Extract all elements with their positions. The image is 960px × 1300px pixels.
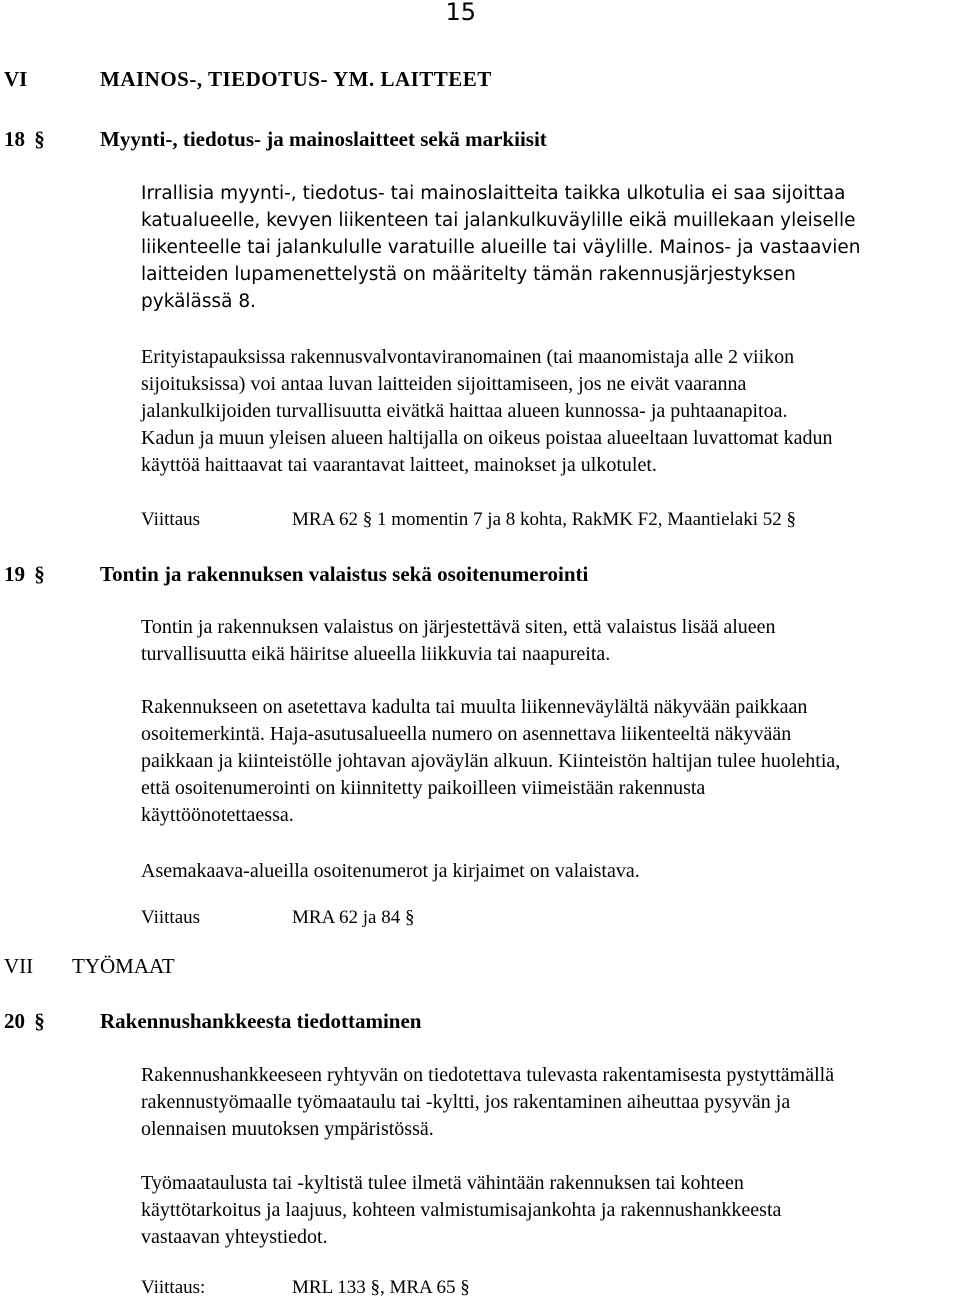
- reference-label: Viittaus: [141, 509, 201, 530]
- text-line: jalankulkijoiden turvallisuutta eivätkä haittaa alueen kunnossa- ja puhtaanapitoa.: [141, 400, 788, 422]
- text-line: Työmaataulusta tai -kyltistä tulee ilmetä vähintään rakennuksen tai kohteen: [141, 1172, 744, 1194]
- text-line: Tontin ja rakennuksen valaistus on järjestettävä siten, että valaistus lisää alueen: [141, 616, 776, 638]
- section-title: Myynti-, tiedotus- ja mainoslaitteet sekä markiisit: [100, 127, 547, 151]
- section-title: Rakennushankkeesta tiedottaminen: [100, 1009, 422, 1033]
- section-heading: [4, 561, 45, 587]
- reference-label: Viittaus: [141, 907, 201, 928]
- text-line: käyttöä haittaavat tai vaarantavat laitteet, mainokset ja ulkotulet.: [141, 454, 657, 476]
- section-symbol: §: [34, 562, 45, 586]
- chapter-number: VI: [4, 67, 28, 91]
- text-line: osoitemerkintä. Haja-asutusalueella numero on asennettava liikenteeltä näkyvään: [141, 723, 792, 745]
- chapter-heading: [4, 66, 27, 92]
- paragraph: [141, 694, 840, 829]
- paragraph: [141, 614, 776, 668]
- text-line: vastaavan yhteystiedot.: [141, 1226, 328, 1248]
- text-line: laitteiden lupamenettelystä on määritelty tämän rakennusjärjestyksen: [141, 264, 796, 285]
- text-line: Kadun ja muun yleisen alueen haltijalla on oikeus poistaa alueeltaan luvattomat kadun: [141, 427, 833, 449]
- paragraph: [141, 180, 861, 315]
- text-line: sijoituksissa) voi antaa luvan laitteiden sijoittamiseen, jos ne eivät vaaranna: [141, 373, 747, 395]
- text-line: Rakennushankkeeseen ryhtyvän on tiedotettava tulevasta rakentamisesta pystyttämällä: [141, 1064, 835, 1086]
- section-number: 20: [4, 1009, 25, 1033]
- paragraph: [141, 1170, 781, 1251]
- reference-label: Viittaus:: [141, 1277, 206, 1298]
- section-number: 19: [4, 562, 25, 586]
- text-line: pykälässä 8.: [141, 291, 257, 312]
- text-line: Irrallisia myynti-, tiedotus- tai mainoslaitteita taikka ulkotulia ei saa sijoittaa: [141, 183, 846, 204]
- section-number: 18: [4, 127, 25, 151]
- text-line: käyttöönotettaessa.: [141, 804, 294, 826]
- text-line: että osoitenumerointi on kiinnitetty paikoilleen viimeistään rakennusta: [141, 777, 706, 799]
- text-line: Erityistapauksissa rakennusvalvontaviranomainen (tai maanomistaja alle 2 viikon: [141, 346, 795, 368]
- section-symbol: §: [34, 127, 45, 151]
- text-line: turvallisuutta eikä häiritse alueella liikkuvia tai naapureita.: [141, 643, 611, 665]
- chapter-number: VII: [4, 954, 34, 978]
- text-line: paikkaan ja kiinteistölle johtavan ajoväylän alkuun. Kiinteistön haltijan tulee huolehtia,: [141, 750, 841, 772]
- paragraph: [141, 1062, 834, 1143]
- text-line: katualueelle, kevyen liikenteen tai jalankulkuväylille eikä muillekaan yleiselle: [141, 210, 856, 231]
- reference-text: MRA 62 ja 84 §: [292, 907, 415, 928]
- chapter-title: MAINOS-, TIEDOTUS- YM. LAITTEET: [100, 67, 492, 91]
- reference-text: MRL 133 §, MRA 65 §: [292, 1277, 470, 1298]
- chapter-title: TYÖMAAT: [72, 954, 175, 978]
- paragraph: [141, 858, 640, 885]
- text-line: käyttötarkoitus ja laajuus, kohteen valmistumisajankohta ja rakennushankkeesta: [141, 1199, 782, 1221]
- section-heading: [4, 1008, 45, 1034]
- text-line: rakennustyömaalle työmaataulu tai -kyltti, jos rakentaminen aiheuttaa pysyvän ja: [141, 1091, 791, 1113]
- reference-text: MRA 62 § 1 momentin 7 ja 8 kohta, RakMK F2, Maantielaki 52 §: [292, 509, 796, 530]
- section-symbol: §: [34, 1009, 45, 1033]
- paragraph: [141, 344, 832, 479]
- chapter-heading: [4, 953, 33, 979]
- page-number: 15: [445, 0, 476, 26]
- text-line: Asemakaava-alueilla osoitenumerot ja kirjaimet on valaistava.: [141, 860, 640, 882]
- section-title: Tontin ja rakennuksen valaistus sekä osoitenumerointi: [100, 562, 589, 586]
- text-line: olennaisen muutoksen ympäristössä.: [141, 1118, 434, 1140]
- text-line: liikenteelle tai jalankululle varatuille alueille tai väylille. Mainos- ja vastaavien: [141, 237, 861, 258]
- text-line: Rakennukseen on asetettava kadulta tai muulta liikenneväylältä näkyvään paikkaan: [141, 696, 808, 718]
- section-heading: [4, 126, 45, 152]
